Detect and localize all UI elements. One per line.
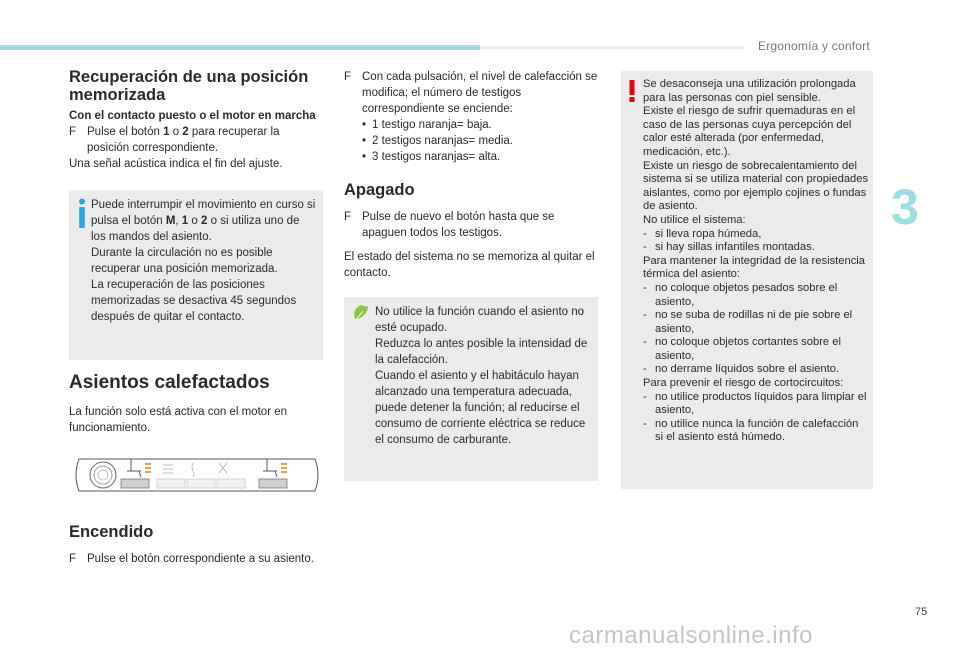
warn-list2-item xyxy=(643,363,869,377)
info-line-3: La recuperación de las posiciones memorizadas se desactiva 45 segundos después de quitar el contacto. xyxy=(91,279,297,323)
apagado-title: Apagado xyxy=(344,181,415,199)
info-icon xyxy=(76,198,88,228)
page-number: 75 xyxy=(915,606,928,618)
warning-box-text xyxy=(643,78,869,445)
warn-list1-item xyxy=(643,241,869,255)
warn-p3: Existe un riesgo de sobrecalentamiento del sistema si se utiliza material con propiedades aislantes, como por ejemplo cojines o fundas de asiento. xyxy=(643,159,869,213)
info-button-2: 2 xyxy=(201,215,208,227)
top-accent-bar xyxy=(0,45,480,50)
eco-box-text xyxy=(375,304,593,448)
dot-symbol: • xyxy=(362,151,367,163)
recup-step-o: o xyxy=(169,126,183,138)
info-button-m: M xyxy=(165,215,176,227)
warn-list2-item xyxy=(643,336,869,363)
recup-condition: Con el contacto puesto o el motor en marcha xyxy=(69,110,316,122)
warn-list2-1: no se suba de rodillas ni de pie sobre el asiento, xyxy=(655,309,853,335)
bullet-symbol: F xyxy=(69,553,77,565)
info-box-text xyxy=(91,197,317,325)
heated-seat-panel-illustration xyxy=(69,451,325,499)
warn-list3-1: no utilice nunca la función de calefacción si el asiento está húmedo. xyxy=(655,417,859,444)
asientos-text: La función solo está activa con el motor en funcionamiento. xyxy=(69,406,287,434)
warn-list2-3: no derrame líquidos sobre el asiento. xyxy=(655,363,840,376)
warn-list1-item xyxy=(643,228,869,242)
warn-list2-item xyxy=(643,309,869,336)
eco-p3: Cuando el asiento y el habitáculo hayan alcanzado una temperatura adecuada, puede detener la función; al reducirse el consumo de corriente eléctrica se reduce el consumo de carburante. xyxy=(375,370,586,446)
eco-p1: No utilice la función cuando el asiento no esté ocupado. xyxy=(375,306,585,334)
level-low: 1 testigo naranja= baja. xyxy=(372,119,492,131)
dash-symbol: - xyxy=(643,241,647,254)
asientos-title: Asientos calefactados xyxy=(69,372,270,393)
recup-step xyxy=(69,124,319,156)
level-item xyxy=(362,149,598,165)
dash-symbol: - xyxy=(643,336,647,349)
apagado-step xyxy=(344,209,598,241)
warn-list2-item xyxy=(643,282,869,309)
section-label: Ergonomía y confort xyxy=(758,39,870,53)
watermark: carmanualsonline.info xyxy=(569,622,813,649)
bullet-symbol: F xyxy=(69,126,77,138)
warn-p2: Existe el riesgo de sufrir quemaduras en el caso de las personas cuya percepción del calor esté alterada (por enfermedad, medicación, etc.). xyxy=(643,105,856,158)
pulsacion-step xyxy=(344,69,598,165)
info-line-1b: o si utiliza uno de los mandos del asiento. xyxy=(91,215,300,243)
warn-list3-item xyxy=(643,418,869,445)
dash-symbol: - xyxy=(643,281,647,294)
recup-step-a: Pulse el botón xyxy=(87,126,164,138)
encendido-body xyxy=(69,551,319,567)
dot-symbol: • xyxy=(362,135,367,147)
recup-title: Recuperación de una posición memorizada xyxy=(69,68,309,104)
dash-symbol: - xyxy=(643,309,647,322)
recup-step-button-1: 1 xyxy=(163,126,170,138)
bullet-symbol: F xyxy=(344,211,352,223)
warn-p4: No utilice el sistema: xyxy=(643,213,746,226)
warn-list1-0: si lleva ropa húmeda, xyxy=(655,227,762,240)
warn-list3-item xyxy=(643,391,869,418)
encendido-step xyxy=(69,551,319,567)
dot-symbol: • xyxy=(362,119,367,131)
warn-list2-2: no coloque objetos cortantes sobre el asiento, xyxy=(655,336,841,362)
recup-signal: Una señal acústica indica el fin del ajuste. xyxy=(69,158,283,170)
eco-p2: Reduzca lo antes posible la intensidad de la calefacción. xyxy=(375,338,588,366)
leaf-icon xyxy=(351,303,371,323)
info-line-1a: Puede interrumpir el movimiento en curso si pulsa el botón xyxy=(91,199,316,227)
recup-step-c: para recuperar la posición correspondiente. xyxy=(87,126,280,154)
apagado-body xyxy=(344,209,598,241)
level-item xyxy=(362,117,598,133)
info-line-2: Durante la circulación no es posible recuperar una posición memorizada. xyxy=(91,247,278,275)
encendido-step-text: Pulse el botón correspondiente a su asiento. xyxy=(87,553,314,565)
warn-list1-1: si hay sillas infantiles montadas. xyxy=(655,241,815,254)
info-sep: , xyxy=(175,215,182,227)
top-accent-bar-light xyxy=(480,46,744,49)
estado-text: El estado del sistema no se memoriza al quitar el contacto. xyxy=(344,251,595,279)
recup-body xyxy=(69,108,319,172)
apagado-step-text: Pulse de nuevo el botón hasta que se apaguen todos los testigos. xyxy=(362,211,555,239)
info-o: o xyxy=(188,215,201,227)
pulsacion-body xyxy=(344,69,598,165)
warn-p1: Se desaconseja una utilización prolongada para las personas con piel sensible. xyxy=(643,78,856,104)
level-medium: 2 testigos naranjas= media. xyxy=(372,135,513,147)
recup-step-button-2: 2 xyxy=(182,126,189,138)
dash-symbol: - xyxy=(643,417,647,430)
bullet-symbol: F xyxy=(344,71,352,83)
info-button-1: 1 xyxy=(181,215,189,227)
level-high: 3 testigos naranjas= alta. xyxy=(372,151,501,163)
warn-p5: Para mantener la integridad de la resistencia térmica del asiento: xyxy=(643,254,866,281)
warning-icon xyxy=(627,80,637,102)
warn-list2-0: no coloque objetos pesados sobre el asiento, xyxy=(655,281,838,308)
warn-p6: Para prevenir el riesgo de cortocircuitos: xyxy=(643,377,844,390)
encendido-title: Encendido xyxy=(69,523,154,541)
info-line-1 xyxy=(91,197,317,245)
warn-list3-0: no utilice productos líquidos para limpiar el asiento, xyxy=(655,390,867,417)
chapter-number: 3 xyxy=(891,179,919,235)
pulsacion-text: Con cada pulsación, el nivel de calefacción se modifica; el número de testigos correspondiente se enciende: xyxy=(362,71,598,115)
dash-symbol: - xyxy=(643,390,647,403)
dash-symbol: - xyxy=(643,227,647,240)
level-item xyxy=(362,133,598,149)
dash-symbol: - xyxy=(643,363,647,376)
